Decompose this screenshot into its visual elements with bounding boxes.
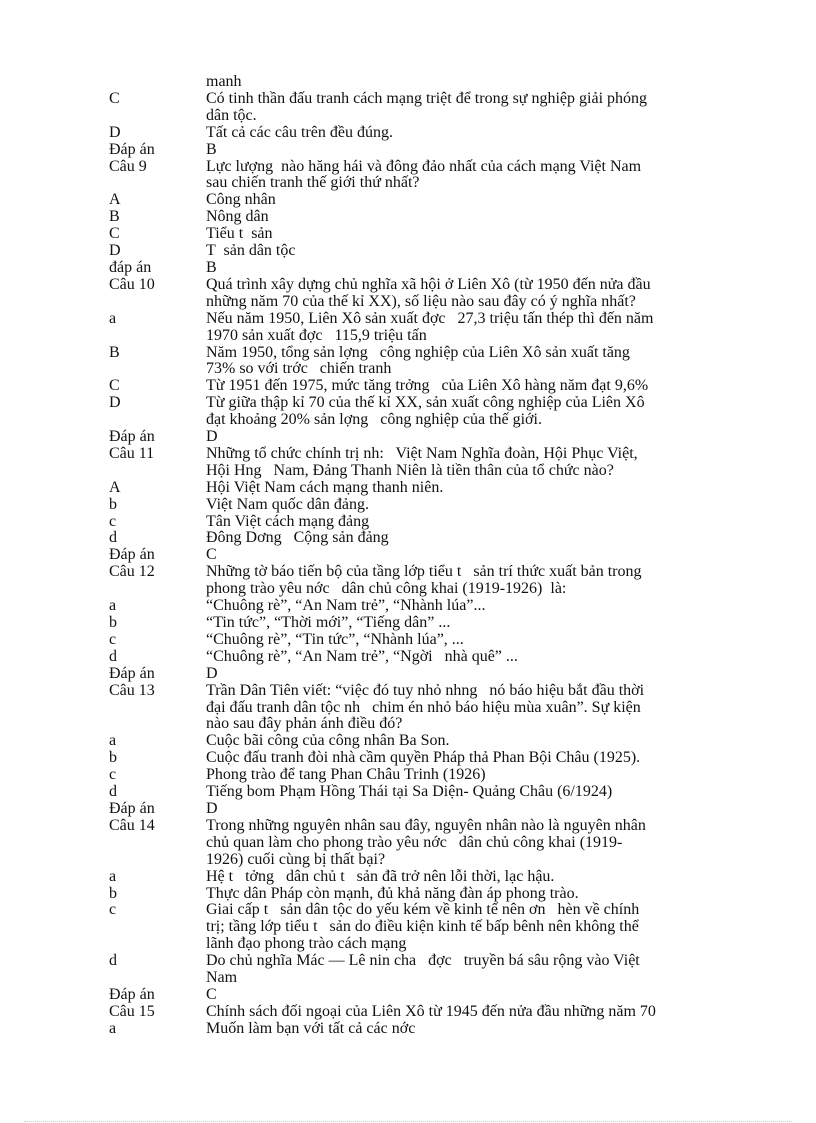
row-label: b [109,614,117,631]
row-text: D [206,664,218,682]
row-text: Cuộc bãi công của công nhân Ba Son. [206,732,450,750]
row-label: a [109,867,117,885]
question-row [109,395,749,429]
row-text: Việt Nam quốc dân đảng. [206,495,369,513]
row-label: B [109,208,120,226]
row-text: Trần Dân Tiên viết: “việc đó tuy nhỏ nhng nó báo hiệu bắt đầu thời đại đấu tranh dân tộc nh chim én nhỏ báo hiệu mùa xuân”. Sự kiện nào sau đây phản ánh điều đó? [206,681,645,733]
row-text: manh [206,73,242,90]
row-text: Những tờ báo tiến bộ của tầng lớp tiểu t sản trí thức xuất bản trong phong trào yêu nớc dân chủ công khai (1919-1926) là: [206,563,642,598]
row-label: Câu 13 [109,681,155,699]
question-row [109,378,749,395]
row-label: c [109,630,117,648]
row-text: Từ 1951 đến 1975, mức tăng trởng của Liên Xô hàng năm đạt 9,6% [206,377,649,395]
question-row [109,209,749,226]
question-row [109,818,749,869]
question-row [109,226,749,243]
row-label: Đáp án [109,799,155,817]
row-text: Cuộc đấu tranh đòi nhà cầm quyền Pháp thả Phan Bội Châu (1925). [206,749,641,767]
row-text: Nông dân [206,208,269,226]
row-label: a [109,732,117,750]
row-label: c [109,901,117,919]
question-row [109,615,749,632]
row-text: Hệ t tởng dân chủ t sản đã trở nên lỗi thời, lạc hậu. [206,867,555,885]
row-text: Giai cấp t sản dân tộc do yếu kém về kinh tế nên ơn hèn về chính trị; tầng lớp tiểu t sản do điều kiện kinh tế bấp bênh nên không thể lãnh đạo phong trào cách mạng [206,901,640,953]
question-row [109,530,749,547]
row-label: d [109,529,117,547]
row-label: D [109,242,121,260]
row-text: Từ giữa thập kỉ 70 của thế kỉ XX, sản xuất công nghiệp của Liên Xô đạt khoảng 20% sản lợng công nghiệp của thế giới. [206,394,645,429]
row-text: Chính sách đối ngoại của Liên Xô từ 1945 đến nửa đầu những năm 70 [206,1002,656,1020]
row-text: Quá trình xây dựng chủ nghĩa xã hội ở Liên Xô (từ 1950 đến nửa đầu những năm 70 của thế kỉ XX), số liệu nào sau đây có ý nghĩa nhất? [206,275,651,310]
question-row [109,345,749,379]
row-label: D [109,123,121,141]
row-label: a [109,597,117,615]
row-label: A [109,478,121,496]
question-row [109,886,749,903]
row-label: b [109,495,117,513]
row-text: D [206,799,218,817]
question-row [109,649,749,666]
row-label: Đáp án [109,546,155,564]
question-row [109,987,749,1004]
question-row [109,260,749,277]
row-label: C [109,89,120,107]
row-label: Câu 11 [109,444,155,462]
row-label: Câu 10 [109,275,155,293]
row-label: D [109,394,121,412]
question-row [109,1004,749,1021]
question-row [109,480,749,497]
row-label: d [109,783,117,801]
question-row [109,953,749,987]
row-text: Những tổ chức chính trị nh: Việt Nam Nghĩa đoàn, Hội Phục Việt, Hội Hng Nam, Đảng Thanh Niên là tiền thân của tổ chức nào? [206,444,638,479]
row-label: c [109,766,117,784]
row-text: C [206,985,217,1003]
row-text: Trong những nguyên nhân sau đây, nguyên nhân nào là nguyên nhân chủ quan làm cho phong trào yêu nớc dân chủ công khai (1919- 1926) cuối cùng bị thất bại? [206,816,646,868]
row-text: Tiểu t sản [206,225,273,243]
row-text: B [206,258,217,276]
question-row [109,547,749,564]
question-row [109,750,749,767]
row-label: C [109,377,120,395]
row-text: Hội Việt Nam cách mạng thanh niên. [206,478,444,496]
row-label: Câu 12 [109,563,155,581]
row-text: Công nhân [206,191,276,209]
question-row [109,514,749,531]
row-label: Câu 15 [109,1002,155,1020]
row-label: c [109,512,117,530]
row-label: Đáp án [109,985,155,1003]
question-row [109,142,749,159]
row-text: B [206,140,217,158]
question-row [109,902,749,953]
row-label: C [109,225,120,243]
row-label: b [109,749,117,767]
row-label: Câu 14 [109,816,155,834]
question-row [109,497,749,514]
row-label: Câu 9 [109,157,147,175]
row-text: Tất cả các câu trên đều đúng. [206,123,394,141]
question-row [109,91,749,125]
row-text: Do chủ nghĩa Mác — Lê nin cha đợc truyền bá sâu rộng vào Việt Nam [206,952,640,987]
row-text: “Chuông rè”, “An Nam trẻ”, “Ngời nhà quê” ... [206,647,518,665]
question-row [109,1021,749,1038]
row-label: Đáp án [109,664,155,682]
question-row [109,429,749,446]
row-label: b [109,884,117,902]
row-text: Có tinh thần đấu tranh cách mạng triệt để trong sự nghiệp giải phóng dân tộc. [206,89,648,124]
row-text: Tiếng bom Phạm Hồng Thái tại Sa Diện- Quảng Châu (6/1924) [206,783,613,801]
row-label: Đáp án [109,428,155,446]
row-label: d [109,952,117,970]
question-row [109,446,749,480]
question-row [109,683,749,734]
question-row [109,74,749,91]
question-row [109,869,749,886]
question-row [109,277,749,311]
row-label: d [109,647,117,665]
row-text: Lực lượng nào hăng hái và đông đảo nhất của cách mạng Việt Nam sau chiến tranh thế giới thứ nhất? [206,157,642,192]
document-body [109,74,749,1038]
row-text: “Chuông rè”, “Tin tức”, “Nhành lúa”, ... [206,630,464,648]
row-text: Phong trào để tang Phan Châu Trinh (1926) [206,766,486,784]
row-text: Năm 1950, tổng sản lợng công nghiệp của Liên Xô sản xuất tăng 73% so với trớc chiến tranh [206,343,630,378]
row-label: a [109,1019,117,1037]
row-text: “Tin tức”, “Thời mới”, “Tiếng dân” ... [206,614,451,631]
row-label: đáp án [109,258,152,276]
row-text: Đông Dơng Cộng sản đảng [206,529,389,547]
question-row [109,733,749,750]
question-row [109,666,749,683]
question-row [109,311,749,345]
row-text: Thực dân Pháp còn mạnh, đủ khả năng đàn áp phong trào. [206,884,579,902]
row-text: Tân Việt cách mạng đảng [206,512,370,530]
question-row [109,159,749,193]
question-row [109,243,749,260]
question-row [109,192,749,209]
row-text: Muốn làm bạn với tất cả các nớc [206,1019,416,1037]
row-label: a [109,309,117,327]
question-row [109,767,749,784]
row-text: C [206,546,217,564]
row-label: Đáp án [109,140,155,158]
row-text: Nếu năm 1950, Liên Xô sản xuất đợc 27,3 triệu tấn thép thì đến năm 1970 sản xuất đợc 115,9 triệu tấn [206,309,654,344]
row-text: D [206,428,218,446]
question-row [109,125,749,142]
question-row [109,564,749,598]
question-row [109,801,749,818]
question-row [109,598,749,615]
question-row [109,784,749,801]
row-text: “Chuông rè”, “An Nam trẻ”, “Nhành lúa”... [206,597,486,615]
row-label: B [109,343,120,361]
row-label: A [109,191,121,209]
row-text: T sản dân tộc [206,242,296,260]
question-row [109,632,749,649]
page-bottom-divider [24,1121,792,1122]
